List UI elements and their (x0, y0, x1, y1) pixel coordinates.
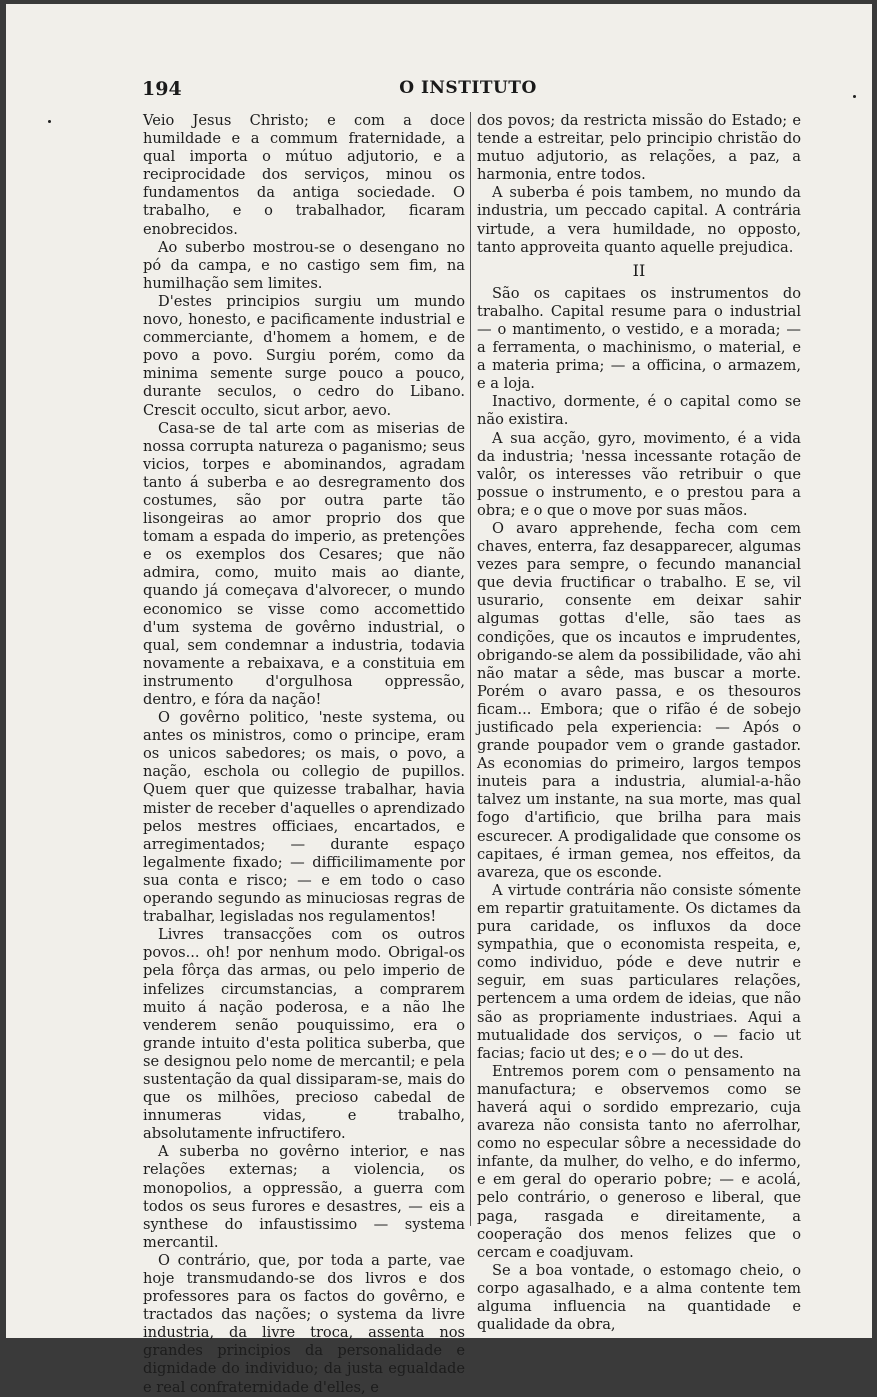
paragraph: Se a boa vontade, o estomago cheio, o corpo agasalhado, e a alma contente tem alguma influencia na quantidade e qualidade da obra, (477, 1261, 801, 1334)
right-column (477, 112, 801, 1334)
paragraph: O contrário, que, por toda a parte, vae hoje transmudando-se dos livros e dos professores para os factos do govêrno, e tractados das nações; o systema da livre industria, da livre troca, assenta nos grandes principios da personalidade e dignidade do individuo; da justa egualdade e real confraternidade d'elles, e (143, 1251, 465, 1396)
paragraph: O avaro apprehende, fecha com cem chaves, enterra, faz desapparecer, algumas vezes para sempre, o fecundo manancial que devia fructificar o trabalho. E se, vil usurario, consente em deixar sahir algumas gottas d'elle, são taes as condições, que os incautos e imprudentes, obrigando-se alem da possibilidade, vão ahi não matar a sêde, mas buscar a morte. Porém o avaro passa, e os thesouros ficam... Embora; que o rifão é de sobejo justificado pela experiencia: — Após o grande poupador vem o grande gastador. As economias do primeiro, largos tempos inuteis para a industria, alumial-a-hão talvez um instante, na sua morte, mas qual fogo d'artificio, que brilha para mais escurecer. A prodigalidade que consome os capitaes, é irman gemea, nos effeitos, da avareza, que os esconde. (477, 519, 801, 881)
paragraph: dos povos; da restricta missão do Estado; e tende a estreitar, pelo principio christão do mutuo adjutorio, as relações, a paz, a harmonia, entre todos. (477, 112, 801, 184)
paragraph: O govêrno politico, 'neste systema, ou antes os ministros, como o principe, eram os unicos sabedores; os mais, o povo, a nação, eschola ou collegio de pupillos. Quem quer que quizesse trabalhar, havia mister de receber d'aquelles o aprendizado pelos mestres officiaes, encartados, e arregimentados; — durante espaço legalmente fixado; — difficilimamente por sua conta e risco; — e em todo o caso operando segundo as minuciosas regras de trabalhar, legisladas nos regulamentos! (143, 709, 465, 926)
paragraph: Veio Jesus Christo; e com a doce humildade e a commum fraternidade, a qual importa o mútuo adjutorio, e a reciprocidade dos serviços, minou os fundamentos da antiga sociedade. O trabalho, e o trabalhador, ficaram enobrecidos. (143, 112, 465, 238)
paragraph: Entremos porem com o pensamento na manufactura; e observemos como se haverá aqui o sordido emprezario, cuja avareza não consista tanto no aferrolhar, como no especular sôbre a necessidade do infante, da mulher, do velho, e do infermo, e em geral do operario pobre; — e acolá, pelo contrário, o generoso e liberal, que paga, rasgada e direitamente, a cooperação dos menos felizes que o cercam e coadjuvam. (477, 1062, 801, 1261)
paragraph: A suberba no govêrno interior, e nas relações externas; a violencia, os monopolios, a oppressão, a guerra com todos os seus furores e desastres, — eis a synthese do infaustissimo — systema mercantil. (143, 1143, 465, 1251)
page-header (134, 74, 802, 102)
paragraph: A suberba é pois tambem, no mundo da industria, um peccado capital. A contrária virtude, a vera humildade, no opposto, tanto approveita quanto aquelle prejudica. (477, 184, 801, 256)
column-divider (470, 112, 471, 1226)
paragraph: São os capitaes os instrumentos do trabalho. Capital resume para o industrial — o mantimento, o vestido, e a morada; — a ferramenta, o machinismo, o material, e a materia prima; — a officina, o armazem, e a loja. (477, 284, 801, 393)
paragraph: D'estes principios surgiu um mundo novo, honesto, e pacificamente industrial e commerciante, d'homem a homem, e de povo a povo. Surgiu porém, como da minima semente surge pouco a pouco, durante seculos, o cedro do Libano. Crescit occulto, sicut arbor, aevo. (143, 292, 465, 419)
running-title: O INSTITUTO (399, 78, 537, 98)
paragraph: Inactivo, dormente, é o capital como se não existira. (477, 393, 801, 429)
margin-mark (853, 95, 856, 98)
section-heading: II (632, 260, 646, 280)
paragraph: Livres transacções com os outros povos... oh! por nenhum modo. Obrigal-os pela fôrça das armas, ou pelo imperio de infelizes circumstancias, a comprarem muito á nação poderosa, e a não lhe venderem senão pouquissimo, era o grande intuito d'esta politica suberba, que se designou pelo nome de mercantil; e pela sustentação da qual dissiparam-se, mais do que os milhões, precioso cabedal de innumeras vidas, e trabalho, absolutamente infructifero. (143, 926, 465, 1143)
page-number: 194 (142, 78, 182, 100)
paragraph: Casa-se de tal arte com as miserias de nossa corrupta natureza o paganismo; seus vicios, torpes e abominandos, agradam tanto á suberba e ao desregramento dos costumes, são por outra parte tão lisongeiras ao amor proprio dos que tomam a espada do imperio, as pretenções e os exemplos dos Cesares; que não admira, como, muito mais ao diante, quando já começava d'alvorecer, o mundo economico se visse como accomettido d'um systema de govêrno industrial, o qual, sem condemnar a industria, todavia novamente a rebaixava, e a constituia em instrumento d'orgulhosa oppressão, dentro, e fóra da nação! (143, 419, 465, 708)
left-column (143, 112, 465, 1397)
paragraph: A virtude contrária não consiste sómente em repartir gratuitamente. Os dictames da pura caridade, os influxos da doce sympathia, que o economista respeita, e, como individuo, póde e deve nutrir e seguir, em suas particulares relações, pertencem a uma ordem de ideias, que não são as propriamente industriaes. Aqui a mutualidade dos serviços, o — facio ut facias; facio ut des; e o — do ut des. (477, 881, 801, 1062)
paragraph: A sua acção, gyro, movimento, é a vida da industria; 'nessa incessante rotação de valôr, os interesses vão retribuir o que possue o instrumento, e o prestou para a obra; e o que o move por suas mãos. (477, 429, 801, 519)
margin-mark (48, 120, 51, 123)
paragraph: Ao suberbo mostrou-se o desengano no pó da campa, e no castigo sem fim, na humilhação sem limites. (143, 238, 465, 292)
